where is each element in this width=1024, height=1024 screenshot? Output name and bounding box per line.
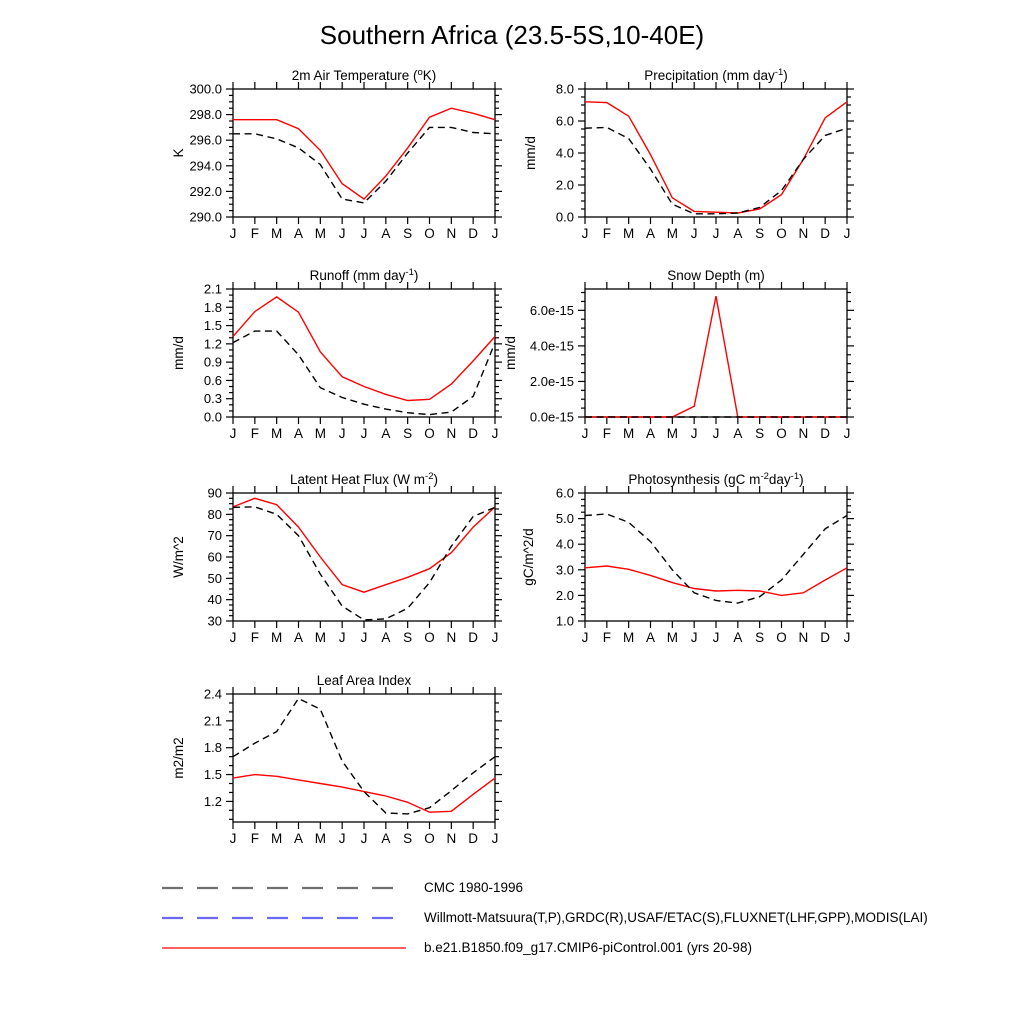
svg-text:6.0: 6.0 [555, 485, 574, 501]
svg-text:A: A [381, 226, 391, 241]
svg-text:50: 50 [207, 570, 222, 586]
svg-text:J: J [360, 630, 368, 645]
svg-text:1.8: 1.8 [203, 299, 222, 315]
svg-text:1.5: 1.5 [203, 318, 222, 334]
legend-line-sample-dashed [160, 884, 408, 892]
svg-text:4.0: 4.0 [555, 536, 574, 552]
svg-text:90: 90 [207, 485, 222, 501]
svg-text:70: 70 [207, 528, 222, 544]
y-tick-labels [556, 82, 574, 225]
svg-text:M: M [271, 630, 283, 645]
legend-line-sample-dashed [160, 914, 408, 922]
x-tick-labels [582, 226, 851, 241]
x-tick-labels [230, 630, 499, 645]
svg-text:M: M [271, 831, 283, 846]
svg-text:S: S [755, 426, 765, 441]
series-model [233, 108, 495, 199]
panel-title: Photosynthesis (gC $m^{-2}day^{-1}$) [628, 471, 804, 487]
svg-text:M: M [314, 426, 326, 441]
svg-text:0.0: 0.0 [555, 209, 574, 225]
svg-text:J: J [491, 226, 499, 241]
legend-label: b.e21.B1850.f09_g17.CMIP6-piControl.001 (yrs 20-98) [424, 940, 752, 955]
svg-text:2.0: 2.0 [555, 587, 574, 603]
axis-ticks [578, 282, 854, 424]
svg-text:J: J [491, 630, 499, 645]
y-axis-label: mm/d [523, 136, 538, 170]
svg-text:F: F [250, 426, 259, 441]
svg-text:A: A [381, 426, 391, 441]
svg-text:8.0: 8.0 [555, 81, 574, 97]
legend-line-sample-solid [160, 944, 408, 952]
svg-text:2.0: 2.0 [555, 177, 574, 193]
svg-text:D: D [468, 630, 479, 645]
svg-text:292.0: 292.0 [189, 183, 222, 199]
series-observations [233, 127, 495, 202]
svg-text:O: O [776, 426, 787, 441]
panel-title: Leaf Area Index [316, 673, 412, 688]
legend-item-obs2 [160, 907, 928, 928]
svg-text:D: D [468, 831, 479, 846]
y-tick-labels [204, 687, 222, 809]
axis-ticks [226, 687, 502, 829]
svg-text:N: N [798, 426, 809, 441]
svg-text:O: O [776, 226, 787, 241]
svg-text:J: J [229, 630, 237, 645]
svg-text:J: J [690, 630, 698, 645]
svg-text:0.3: 0.3 [203, 391, 222, 407]
svg-text:298.0: 298.0 [189, 107, 222, 123]
svg-text:J: J [581, 426, 589, 441]
panel-precipitation [523, 67, 854, 241]
x-tick-labels [230, 226, 499, 241]
y-tick-labels [530, 303, 574, 425]
legend-item-obs1 [160, 877, 928, 898]
svg-text:N: N [446, 630, 457, 645]
panel-title: Runoff (mm day$^{-1}$) [309, 267, 419, 283]
panel-photosynthesis [521, 471, 854, 645]
svg-text:M: M [314, 630, 326, 645]
panel-title: Snow Depth (m) [667, 268, 765, 283]
svg-text:O: O [424, 831, 435, 846]
svg-text:M: M [623, 630, 635, 645]
svg-text:294.0: 294.0 [189, 158, 222, 174]
svg-text:D: D [820, 630, 831, 645]
svg-text:F: F [602, 226, 611, 241]
svg-text:J: J [712, 630, 720, 645]
svg-text:60: 60 [207, 549, 222, 565]
svg-text:N: N [446, 831, 457, 846]
svg-text:3.0: 3.0 [555, 562, 574, 578]
panel-title: Precipitation (mm day$^{-1}$) [644, 67, 788, 83]
svg-text:296.0: 296.0 [189, 132, 222, 148]
svg-text:0.6: 0.6 [203, 372, 222, 388]
svg-text:S: S [403, 630, 413, 645]
panel-latent-heat-flux [171, 471, 502, 645]
svg-text:S: S [755, 630, 765, 645]
svg-text:J: J [338, 630, 346, 645]
svg-text:F: F [602, 630, 611, 645]
svg-text:J: J [843, 426, 851, 441]
x-tick-labels [230, 426, 499, 441]
svg-text:O: O [424, 226, 435, 241]
svg-text:N: N [798, 630, 809, 645]
figure-title: Southern Africa (23.5-5S,10-40E) [319, 20, 705, 50]
svg-text:2.1: 2.1 [203, 281, 222, 297]
y-axis-label: mm/d [171, 336, 186, 370]
svg-text:A: A [645, 226, 656, 241]
svg-text:1.0: 1.0 [555, 613, 574, 629]
svg-text:F: F [250, 226, 259, 241]
svg-text:J: J [360, 831, 368, 846]
svg-text:A: A [645, 630, 656, 645]
series-observations [233, 507, 495, 620]
svg-text:J: J [229, 426, 237, 441]
svg-text:2.4: 2.4 [203, 686, 222, 702]
svg-text:J: J [712, 426, 720, 441]
svg-text:J: J [843, 630, 851, 645]
svg-text:J: J [338, 226, 346, 241]
y-axis-label: K [171, 148, 186, 158]
svg-text:J: J [581, 630, 589, 645]
series-model [233, 775, 495, 813]
svg-text:1.2: 1.2 [203, 336, 222, 352]
panel-leaf-area-index [171, 673, 502, 846]
svg-text:N: N [798, 226, 809, 241]
svg-text:J: J [338, 426, 346, 441]
series-observations [233, 699, 495, 814]
svg-text:M: M [666, 426, 678, 441]
y-tick-labels [204, 282, 222, 425]
x-tick-labels [582, 630, 851, 645]
svg-text:A: A [381, 831, 391, 846]
svg-text:O: O [424, 630, 435, 645]
axis-ticks [226, 82, 502, 224]
svg-text:M: M [271, 426, 283, 441]
svg-text:A: A [293, 426, 304, 441]
svg-text:M: M [623, 426, 635, 441]
x-tick-labels [230, 831, 499, 846]
legend [160, 877, 928, 958]
svg-text:30: 30 [207, 613, 222, 629]
svg-text:F: F [250, 831, 259, 846]
y-axis-label: mm/d [503, 336, 518, 370]
panel-air-temperature [171, 67, 502, 241]
svg-text:J: J [581, 226, 589, 241]
svg-text:J: J [690, 426, 698, 441]
svg-text:1.8: 1.8 [203, 740, 222, 756]
svg-text:F: F [250, 630, 259, 645]
svg-text:J: J [229, 226, 237, 241]
svg-text:J: J [360, 226, 368, 241]
y-tick-labels [556, 486, 574, 629]
panel-runoff [171, 267, 502, 441]
svg-text:O: O [776, 630, 787, 645]
panel-title: Latent Heat Flux (W $m^{-2}$) [290, 471, 438, 487]
panel-title: 2m Air Temperature ($^o$K) [291, 67, 437, 83]
svg-text:M: M [666, 630, 678, 645]
svg-text:5.0: 5.0 [555, 511, 574, 527]
svg-text:J: J [229, 831, 237, 846]
svg-text:S: S [403, 831, 413, 846]
svg-text:A: A [293, 226, 304, 241]
svg-text:4.0: 4.0 [555, 145, 574, 161]
svg-text:N: N [446, 226, 457, 241]
svg-text:0.0e-15: 0.0e-15 [529, 409, 574, 425]
y-axis-label: W/m^2 [171, 536, 186, 578]
svg-text:6.0e-15: 6.0e-15 [529, 302, 574, 318]
svg-text:J: J [712, 226, 720, 241]
axis-ticks [578, 82, 854, 224]
svg-text:D: D [820, 226, 831, 241]
x-tick-labels [582, 426, 851, 441]
svg-text:D: D [820, 426, 831, 441]
svg-text:F: F [602, 426, 611, 441]
svg-text:M: M [314, 831, 326, 846]
svg-text:80: 80 [207, 506, 222, 522]
svg-text:6.0: 6.0 [555, 113, 574, 129]
svg-text:A: A [293, 831, 304, 846]
svg-text:2.0e-15: 2.0e-15 [529, 373, 574, 389]
svg-text:S: S [403, 426, 413, 441]
svg-text:D: D [468, 226, 479, 241]
legend-item-model [160, 937, 928, 958]
svg-text:290.0: 290.0 [189, 209, 222, 225]
series-observations [233, 331, 495, 415]
legend-label: Willmott-Matsuura(T,P),GRDC(R),USAF/ETAC(S),FLUXNET(LHF,GPP),MODIS(LAI) [424, 910, 928, 925]
svg-text:1.2: 1.2 [203, 793, 222, 809]
legend-label: CMC 1980-1996 [424, 880, 524, 895]
svg-text:A: A [381, 630, 391, 645]
svg-text:M: M [623, 226, 635, 241]
svg-text:N: N [446, 426, 457, 441]
svg-text:D: D [468, 426, 479, 441]
axis-ticks [226, 486, 502, 628]
y-tick-labels [189, 82, 222, 225]
svg-text:J: J [360, 426, 368, 441]
panel-snow-depth [503, 268, 854, 441]
y-tick-labels [208, 486, 222, 629]
svg-text:1.5: 1.5 [203, 767, 222, 783]
svg-text:J: J [843, 226, 851, 241]
svg-text:A: A [733, 226, 743, 241]
svg-text:A: A [733, 630, 743, 645]
svg-text:0.9: 0.9 [203, 354, 222, 370]
svg-text:M: M [666, 226, 678, 241]
svg-text:J: J [690, 226, 698, 241]
series-model [585, 296, 847, 417]
svg-text:0.0: 0.0 [203, 409, 222, 425]
svg-text:M: M [271, 226, 283, 241]
series-observations [585, 127, 847, 213]
svg-text:A: A [293, 630, 304, 645]
svg-text:J: J [338, 831, 346, 846]
svg-text:4.0e-15: 4.0e-15 [529, 338, 574, 354]
svg-text:40: 40 [207, 592, 222, 608]
svg-text:J: J [491, 426, 499, 441]
series-model [233, 297, 495, 401]
svg-text:O: O [424, 426, 435, 441]
svg-text:A: A [645, 426, 656, 441]
svg-text:S: S [403, 226, 413, 241]
svg-text:S: S [755, 226, 765, 241]
series-model [585, 102, 847, 213]
svg-text:J: J [491, 831, 499, 846]
svg-text:2.1: 2.1 [203, 713, 222, 729]
axis-ticks [578, 486, 854, 628]
svg-text:300.0: 300.0 [189, 81, 222, 97]
series-model [585, 566, 847, 595]
y-axis-label: m2/m2 [171, 737, 186, 779]
svg-text:A: A [733, 426, 743, 441]
svg-text:M: M [314, 226, 326, 241]
y-axis-label: gC/m^2/d [521, 528, 536, 586]
